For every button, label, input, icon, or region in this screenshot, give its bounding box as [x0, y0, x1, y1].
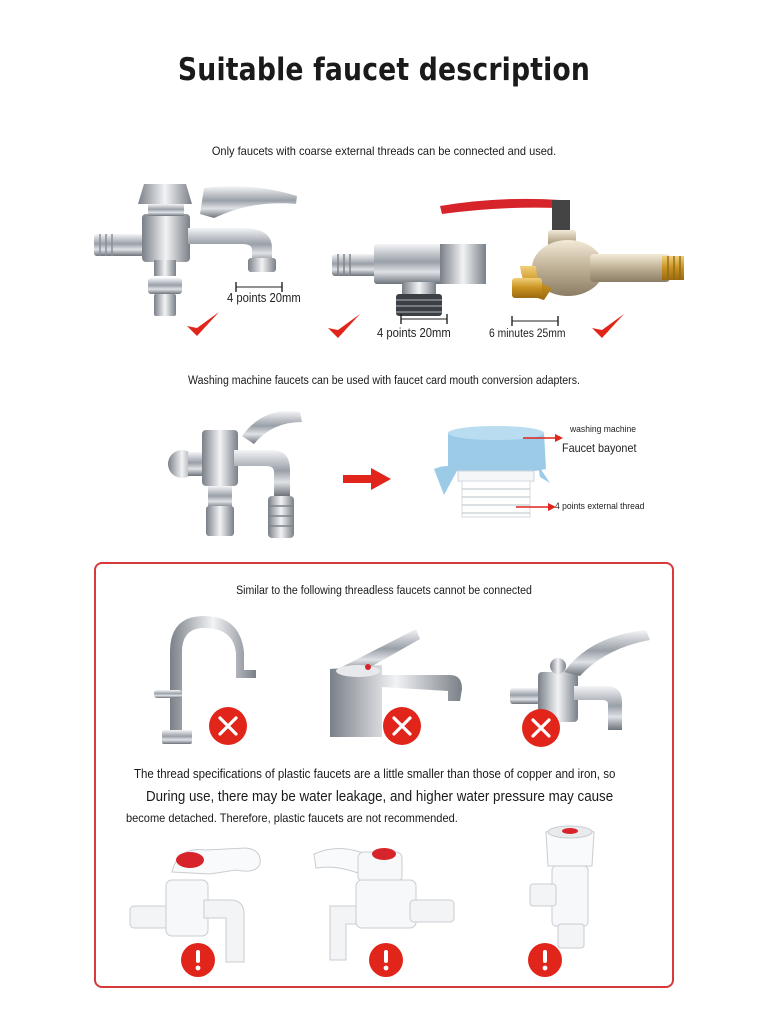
callout-arrow-bayonet [523, 434, 563, 442]
thread-size-label-2: 4 points 20mm [377, 326, 451, 340]
brass-ball-valve-faucet-image [440, 196, 690, 306]
dimension-marker-2 [397, 312, 453, 326]
check-icon [590, 312, 626, 342]
washing-machine-faucet-image [168, 410, 313, 540]
plastic-note-line-3: become detached. Therefore, plastic faucets are not recommended. [126, 811, 458, 825]
warning-icon [368, 942, 404, 978]
callout-thread: 4 points external thread [555, 501, 645, 512]
not-supported-caption: Similar to the following threadless faucets cannot be connected [236, 585, 532, 597]
warning-icon [180, 942, 216, 978]
threaded-caption: Only faucets with coarse external threads can be connected and used. [211, 144, 557, 158]
plastic-note-line-1: The thread specifications of plastic faucets are a little smaller than those of copper and iron, so [134, 767, 616, 781]
cross-icon [208, 706, 248, 746]
thread-size-label-1: 4 points 20mm [227, 291, 301, 305]
cross-icon [521, 708, 561, 748]
plastic-note-line-2: During use, there may be water leakage, and higher water pressure may cause [146, 789, 614, 805]
gooseneck-faucet-image [140, 612, 270, 752]
check-icon [185, 310, 221, 340]
plastic-angle-valve-image [526, 826, 616, 951]
callout-arrow-thread [516, 503, 556, 511]
thread-size-label-3: 6 minutes 25mm [489, 328, 566, 340]
callout-bayonet-top: washing machine [570, 424, 637, 435]
page-title: Suitable faucet description [177, 52, 591, 88]
callout-bayonet: Faucet bayonet [562, 441, 637, 455]
warning-icon [527, 942, 563, 978]
arrow-right-icon [343, 468, 391, 490]
dimension-marker-3 [508, 314, 564, 328]
cross-icon [382, 706, 422, 746]
check-icon [326, 312, 362, 342]
adapter-caption: Washing machine faucets can be used with faucet card mouth conversion adapters. [188, 375, 580, 387]
